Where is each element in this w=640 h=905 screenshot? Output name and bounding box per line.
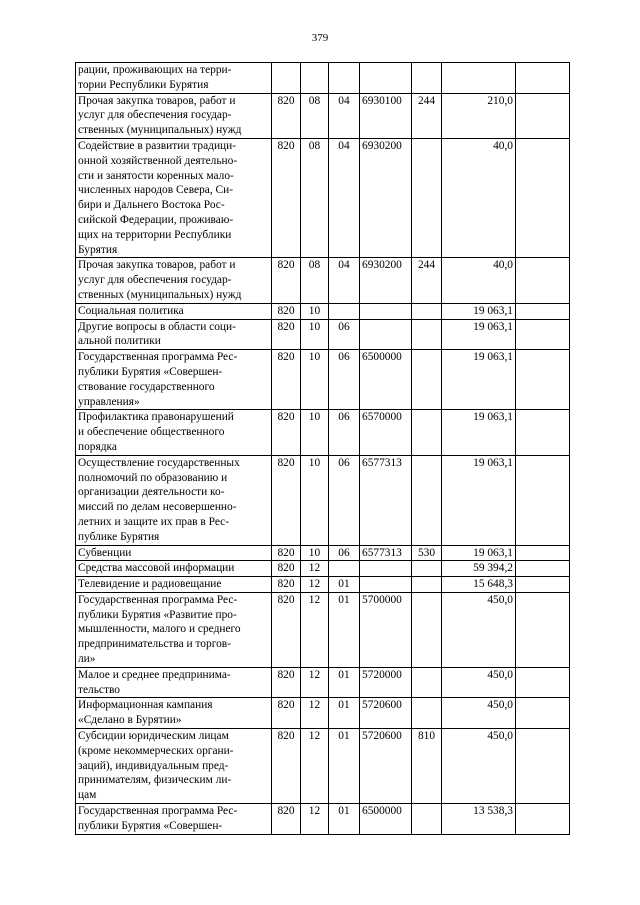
cell-subsection: 01 <box>329 729 360 804</box>
cell-amount: 19 063,1 <box>442 350 516 410</box>
cell-extra <box>516 592 570 667</box>
cell-subsection: 01 <box>329 698 360 729</box>
cell-amount: 13 538,3 <box>442 804 516 835</box>
cell-expense-type <box>412 319 442 350</box>
table-row <box>76 319 570 350</box>
cell-ministry-code: 820 <box>272 319 301 350</box>
cell-section: 12 <box>301 667 329 698</box>
cell-extra <box>516 350 570 410</box>
cell-target-article: 5720600 <box>360 729 412 804</box>
cell-ministry-code: 820 <box>272 592 301 667</box>
cell-subsection <box>329 63 360 94</box>
cell-name: Социальная политика <box>76 303 272 319</box>
cell-extra <box>516 319 570 350</box>
cell-extra <box>516 561 570 577</box>
cell-extra <box>516 667 570 698</box>
table-row <box>76 729 570 804</box>
table-row <box>76 303 570 319</box>
cell-target-article <box>360 577 412 593</box>
cell-target-article: 6930200 <box>360 138 412 257</box>
cell-expense-type <box>412 63 442 94</box>
table-row <box>76 577 570 593</box>
cell-ministry-code <box>272 63 301 94</box>
cell-amount: 19 063,1 <box>442 303 516 319</box>
cell-name: Государственная программа Рес- публики Бурятия «Совершен- ствование государственного управления» <box>76 350 272 410</box>
cell-subsection: 04 <box>329 258 360 303</box>
budget-table-body <box>76 63 570 835</box>
cell-target-article: 6930100 <box>360 93 412 138</box>
page-number: 379 <box>311 32 329 44</box>
cell-section: 12 <box>301 561 329 577</box>
table-row <box>76 698 570 729</box>
table-row <box>76 350 570 410</box>
cell-section <box>301 63 329 94</box>
cell-amount: 40,0 <box>442 138 516 257</box>
cell-name: Другие вопросы в области соци- альной политики <box>76 319 272 350</box>
cell-section: 10 <box>301 545 329 561</box>
cell-name: Содействие в развитии традици- онной хозяйственной деятельно- сти и занятости коренных мало- численных народов Севера, Си- бири и Дальнего Востока Рос- сийской Федерации, проживаю- щих на территории Республики Бурятия <box>76 138 272 257</box>
cell-ministry-code: 820 <box>272 577 301 593</box>
cell-ministry-code: 820 <box>272 545 301 561</box>
cell-extra <box>516 698 570 729</box>
cell-target-article: 5720000 <box>360 667 412 698</box>
cell-extra <box>516 63 570 94</box>
cell-section: 08 <box>301 93 329 138</box>
cell-ministry-code: 820 <box>272 410 301 455</box>
cell-ministry-code: 820 <box>272 455 301 545</box>
cell-section: 10 <box>301 319 329 350</box>
cell-section: 12 <box>301 804 329 835</box>
cell-ministry-code: 820 <box>272 138 301 257</box>
table-row <box>76 804 570 835</box>
cell-target-article <box>360 561 412 577</box>
cell-subsection: 06 <box>329 319 360 350</box>
cell-target-article: 5720600 <box>360 698 412 729</box>
cell-subsection: 01 <box>329 667 360 698</box>
cell-subsection: 04 <box>329 93 360 138</box>
cell-subsection <box>329 561 360 577</box>
cell-extra <box>516 545 570 561</box>
cell-ministry-code: 820 <box>272 698 301 729</box>
cell-expense-type <box>412 561 442 577</box>
cell-extra <box>516 138 570 257</box>
cell-name: Прочая закупка товаров, работ и услуг для обеспечения государ- ственных (муниципальных) нужд <box>76 93 272 138</box>
table-row <box>76 258 570 303</box>
cell-target-article: 6930200 <box>360 258 412 303</box>
cell-section: 08 <box>301 138 329 257</box>
cell-target-article <box>360 63 412 94</box>
cell-name: Государственная программа Рес- публики Бурятия «Совершен- <box>76 804 272 835</box>
cell-expense-type: 244 <box>412 258 442 303</box>
cell-extra <box>516 303 570 319</box>
cell-subsection <box>329 303 360 319</box>
cell-amount: 59 394,2 <box>442 561 516 577</box>
cell-name: Осуществление государственных полномочий по образованию и организации деятельности ко- миссий по делам несовершенно- летних и защите их прав в Рес- публике Бурятия <box>76 455 272 545</box>
cell-amount: 450,0 <box>442 667 516 698</box>
cell-name: рации, проживающих на терри- тории Республики Бурятия <box>76 63 272 94</box>
cell-subsection: 06 <box>329 410 360 455</box>
cell-section: 12 <box>301 592 329 667</box>
table-row <box>76 667 570 698</box>
cell-target-article: 5700000 <box>360 592 412 667</box>
cell-name: Прочая закупка товаров, работ и услуг для обеспечения государ- ственных (муниципальных) нужд <box>76 258 272 303</box>
cell-subsection: 06 <box>329 545 360 561</box>
cell-expense-type <box>412 667 442 698</box>
cell-amount: 450,0 <box>442 698 516 729</box>
cell-target-article: 6500000 <box>360 804 412 835</box>
cell-ministry-code: 820 <box>272 258 301 303</box>
cell-section: 12 <box>301 698 329 729</box>
cell-extra <box>516 455 570 545</box>
cell-target-article: 6500000 <box>360 350 412 410</box>
cell-expense-type <box>412 410 442 455</box>
cell-ministry-code: 820 <box>272 93 301 138</box>
cell-ministry-code: 820 <box>272 350 301 410</box>
budget-table <box>75 62 570 835</box>
cell-ministry-code: 820 <box>272 303 301 319</box>
table-row <box>76 455 570 545</box>
cell-subsection: 01 <box>329 592 360 667</box>
cell-name: Субвенции <box>76 545 272 561</box>
cell-amount <box>442 63 516 94</box>
cell-expense-type <box>412 698 442 729</box>
cell-amount: 40,0 <box>442 258 516 303</box>
cell-name: Телевидение и радиовещание <box>76 577 272 593</box>
table-row <box>76 410 570 455</box>
cell-section: 10 <box>301 303 329 319</box>
cell-subsection: 06 <box>329 455 360 545</box>
table-row <box>76 592 570 667</box>
cell-subsection: 01 <box>329 577 360 593</box>
cell-target-article <box>360 303 412 319</box>
cell-target-article <box>360 319 412 350</box>
cell-extra <box>516 804 570 835</box>
cell-expense-type <box>412 303 442 319</box>
cell-subsection: 04 <box>329 138 360 257</box>
cell-extra <box>516 729 570 804</box>
cell-target-article: 6577313 <box>360 545 412 561</box>
cell-amount: 450,0 <box>442 592 516 667</box>
cell-amount: 19 063,1 <box>442 319 516 350</box>
cell-amount: 19 063,1 <box>442 545 516 561</box>
cell-amount: 15 648,3 <box>442 577 516 593</box>
table-row <box>76 63 570 94</box>
cell-name: Профилактика правонарушений и обеспечение общественного порядка <box>76 410 272 455</box>
cell-section: 10 <box>301 455 329 545</box>
cell-target-article: 6570000 <box>360 410 412 455</box>
cell-expense-type <box>412 804 442 835</box>
table-row <box>76 138 570 257</box>
cell-expense-type: 244 <box>412 93 442 138</box>
cell-ministry-code: 820 <box>272 561 301 577</box>
cell-section: 12 <box>301 729 329 804</box>
cell-ministry-code: 820 <box>272 667 301 698</box>
cell-subsection: 01 <box>329 804 360 835</box>
cell-expense-type <box>412 455 442 545</box>
cell-name: Субсидии юридическим лицам (кроме некоммерческих органи- заций), индивидуальным пред- принимателям, физическим ли- цам <box>76 729 272 804</box>
cell-target-article: 6577313 <box>360 455 412 545</box>
cell-expense-type: 530 <box>412 545 442 561</box>
table-row <box>76 545 570 561</box>
cell-extra <box>516 258 570 303</box>
cell-expense-type <box>412 350 442 410</box>
table-row <box>76 93 570 138</box>
cell-extra <box>516 93 570 138</box>
table-row <box>76 561 570 577</box>
cell-name: Государственная программа Рес- публики Бурятия «Развитие про- мышленности, малого и среднего предпринимательства и торгов- ли» <box>76 592 272 667</box>
cell-ministry-code: 820 <box>272 729 301 804</box>
cell-amount: 19 063,1 <box>442 455 516 545</box>
cell-name: Информационная кампания «Сделано в Бурятии» <box>76 698 272 729</box>
cell-section: 08 <box>301 258 329 303</box>
cell-subsection: 06 <box>329 350 360 410</box>
cell-section: 12 <box>301 577 329 593</box>
cell-name: Средства массовой информации <box>76 561 272 577</box>
cell-amount: 450,0 <box>442 729 516 804</box>
cell-extra <box>516 577 570 593</box>
cell-expense-type <box>412 592 442 667</box>
cell-expense-type <box>412 138 442 257</box>
cell-amount: 19 063,1 <box>442 410 516 455</box>
cell-expense-type <box>412 577 442 593</box>
cell-name: Малое и среднее предпринима- тельство <box>76 667 272 698</box>
cell-extra <box>516 410 570 455</box>
cell-section: 10 <box>301 410 329 455</box>
cell-section: 10 <box>301 350 329 410</box>
cell-expense-type: 810 <box>412 729 442 804</box>
cell-ministry-code: 820 <box>272 804 301 835</box>
cell-amount: 210,0 <box>442 93 516 138</box>
